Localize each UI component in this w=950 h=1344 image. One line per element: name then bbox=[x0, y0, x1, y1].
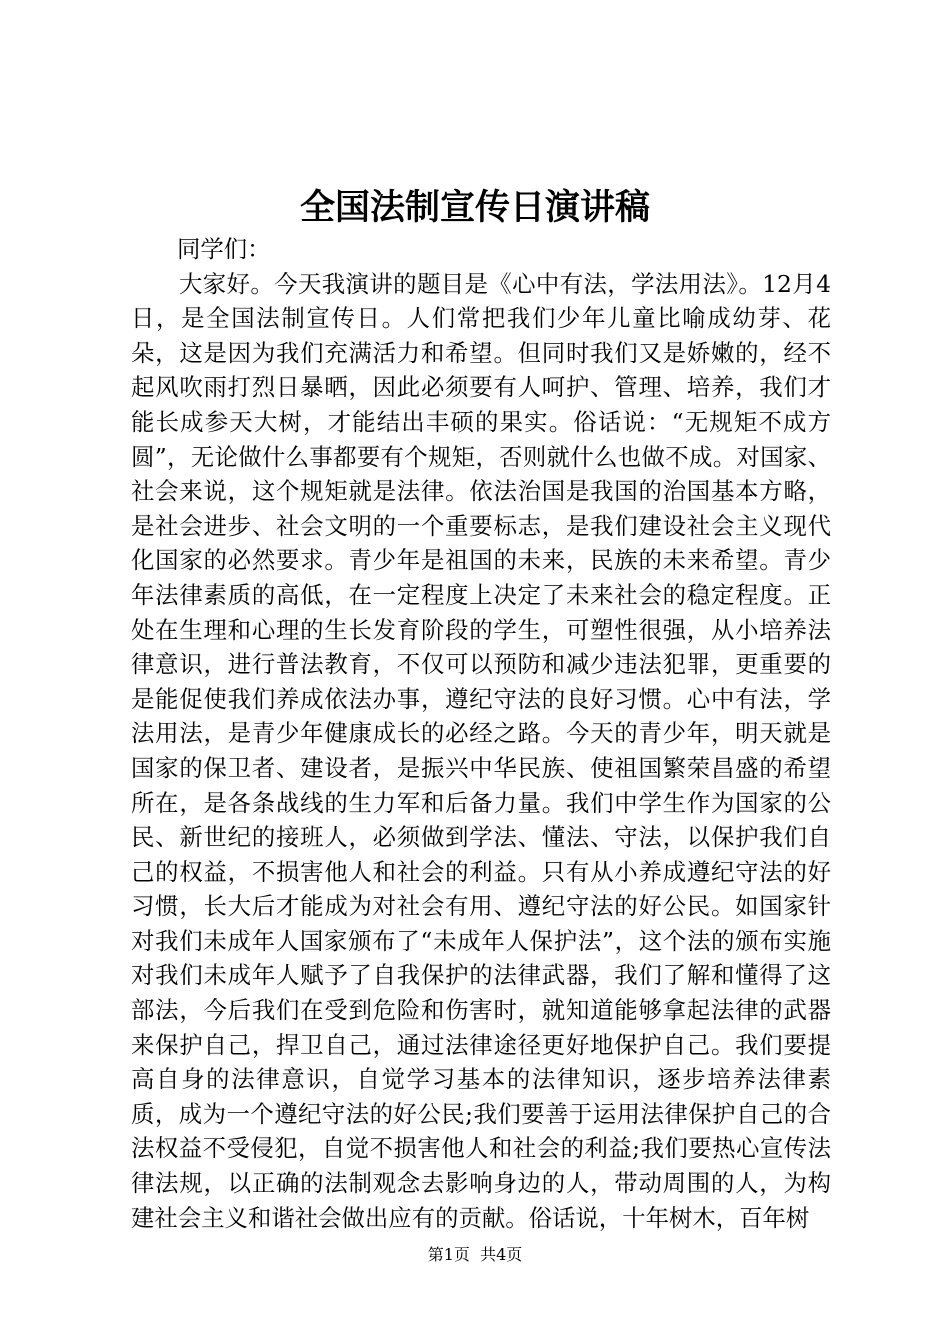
document-title: 全国法制宣传日演讲稿 bbox=[299, 187, 650, 228]
speech-paragraph: 大家好。今天我演讲的题目是《心中有法，学法用法》。12月4日，是全国法制宣传日。人们常把我们少年儿童比喻成幼芽、花朵，这是因为我们充满活力和希望。但同时我们又是娇嫩的，经不起风吹雨打烈日暴晒，因此必须要有人呵护、管理、培养，我们才能长成参天大树，才能结出丰硕的果实。俗话说：“无规矩不成方圆”，无论做什么事都要有个规矩，否则就什么也做不成。对国家、社会来说，这个规矩就是法律。依法治国是我国的治国基本方略，是社会进步、社会文明的一个重要标志，是我们建设社会主义现代化国家的必然要求。青少年是祖国的未来，民族的未来希望。青少年法律素质的高低，在一定程度上决定了未来社会的稳定程度。正处在生理和心理的生长发育阶段的学生，可塑性很强，从小培养法律意识，进行普法教育，不仅可以预防和减少违法犯罪，更重要的是能促使我们养成依法办事，遵纪守法的良好习惯。心中有法，学法用法，是青少年健康成长的必经之路。今天的青少年，明天就是国家的保卫者、建设者，是振兴中华民族、使祖国繁荣昌盛的希望所在，是各条战线的生力军和后备力量。我们中学生作为国家的公民、新世纪的接班人，必须做到学法、懂法、守法，以保护我们自己的权益，不损害他人和社会的利益。只有从小养成遵纪守法的好习惯，长大后才能成为对社会有用、遵纪守法的好公民。如国家针对我们未成年人国家颁布了“未成年人保护法”，这个法的颁布实施对我们未成年人赋予了自我保护的法律武器，我们了解和懂得了这部法，今后我们在受到危险和伤害时，就知道能够拿起法律的武器来保护自己，捍卫自己，通过法律途径更好地保护自己。我们要提高自身的法律意识，自觉学习基本的法律知识，逐步培养法律素质，成为一个遵纪守法的好公民;我们要善于运用法律保护自己的合法权益不受侵犯，自觉不损害他人和社会的利益;我们要热心宣传法律法规，以正确的法制观念去影响身边的人，带动周围的人，为构建社会主义和谐社会做出应有的贡献。俗话说，十年树木，百年树 bbox=[131, 269, 831, 1232]
page-footer bbox=[0, 1244, 950, 1266]
greeting-line: 同学们： bbox=[177, 235, 271, 263]
total-pages: 共4页 bbox=[480, 1245, 523, 1264]
page-number: 第1页 bbox=[427, 1245, 470, 1264]
document-body bbox=[131, 232, 831, 1235]
